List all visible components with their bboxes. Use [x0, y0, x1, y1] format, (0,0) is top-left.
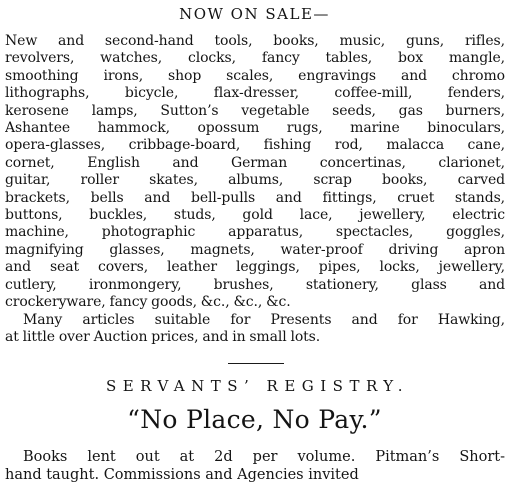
footer-text [5, 448, 505, 484]
items-line: opera-glasses, cribbage-board, fishing rod, malacca cane, [5, 137, 505, 154]
items-line: revolvers, watches, clocks, fancy tables, box mangle, [5, 50, 505, 67]
items-line: Ashantee hammock, opossum rugs, marine binoculars, [5, 120, 505, 137]
items-for-sale-text [5, 33, 505, 346]
note-line: at little over Auction prices, and in small lots. [5, 328, 321, 345]
items-line: magnifying glasses, magnets, water-proof driving apron [5, 241, 505, 258]
items-line: guitar, roller skates, albums, scrap books, carved [5, 172, 505, 189]
items-line: cornet, English and German concertinas, clarionet, [5, 154, 505, 171]
items-line: New and second-hand tools, books, music, guns, rifles, [5, 33, 505, 49]
items-line: smoothing irons, shop scales, engravings and chromo [5, 67, 505, 84]
items-line: buttons, buckles, studs, gold lace, jewellery, electric [5, 207, 505, 224]
items-line: machine, photographic apparatus, spectacles, goggles, [5, 224, 505, 241]
items-line: brackets, bells and bell-pulls and fittings, cruet stands, [5, 189, 505, 206]
items-line: cutlery, ironmongery, brushes, stationery, glass and [5, 276, 505, 293]
section-divider [228, 363, 284, 364]
items-line: kerosene lamps, Sutton’s vegetable seeds, gas burners, [5, 102, 505, 119]
now-on-sale-heading: NOW ON SALE— [179, 5, 330, 23]
servants-registry-heading: SERVANTS’ REGISTRY. [105, 377, 410, 395]
items-line: and seat covers, leather leggings, pipes, locks, jewellery, [5, 259, 505, 276]
items-line: crockeryware, fancy goods, &c., &c., &c. [5, 294, 291, 311]
items-line: lithographs, bicycle, flax-dresser, coffee-mill, fenders, [5, 85, 505, 102]
registry-slogan: “No Place, No Pay.” [127, 405, 382, 434]
footer-line: hand taught. Commissions and Agencies invited [5, 467, 359, 483]
note-line: Many articles suitable for Presents and for Hawking, [23, 311, 505, 328]
footer-line: Books lent out at 2d per volume. Pitman’s Short- [23, 449, 505, 465]
